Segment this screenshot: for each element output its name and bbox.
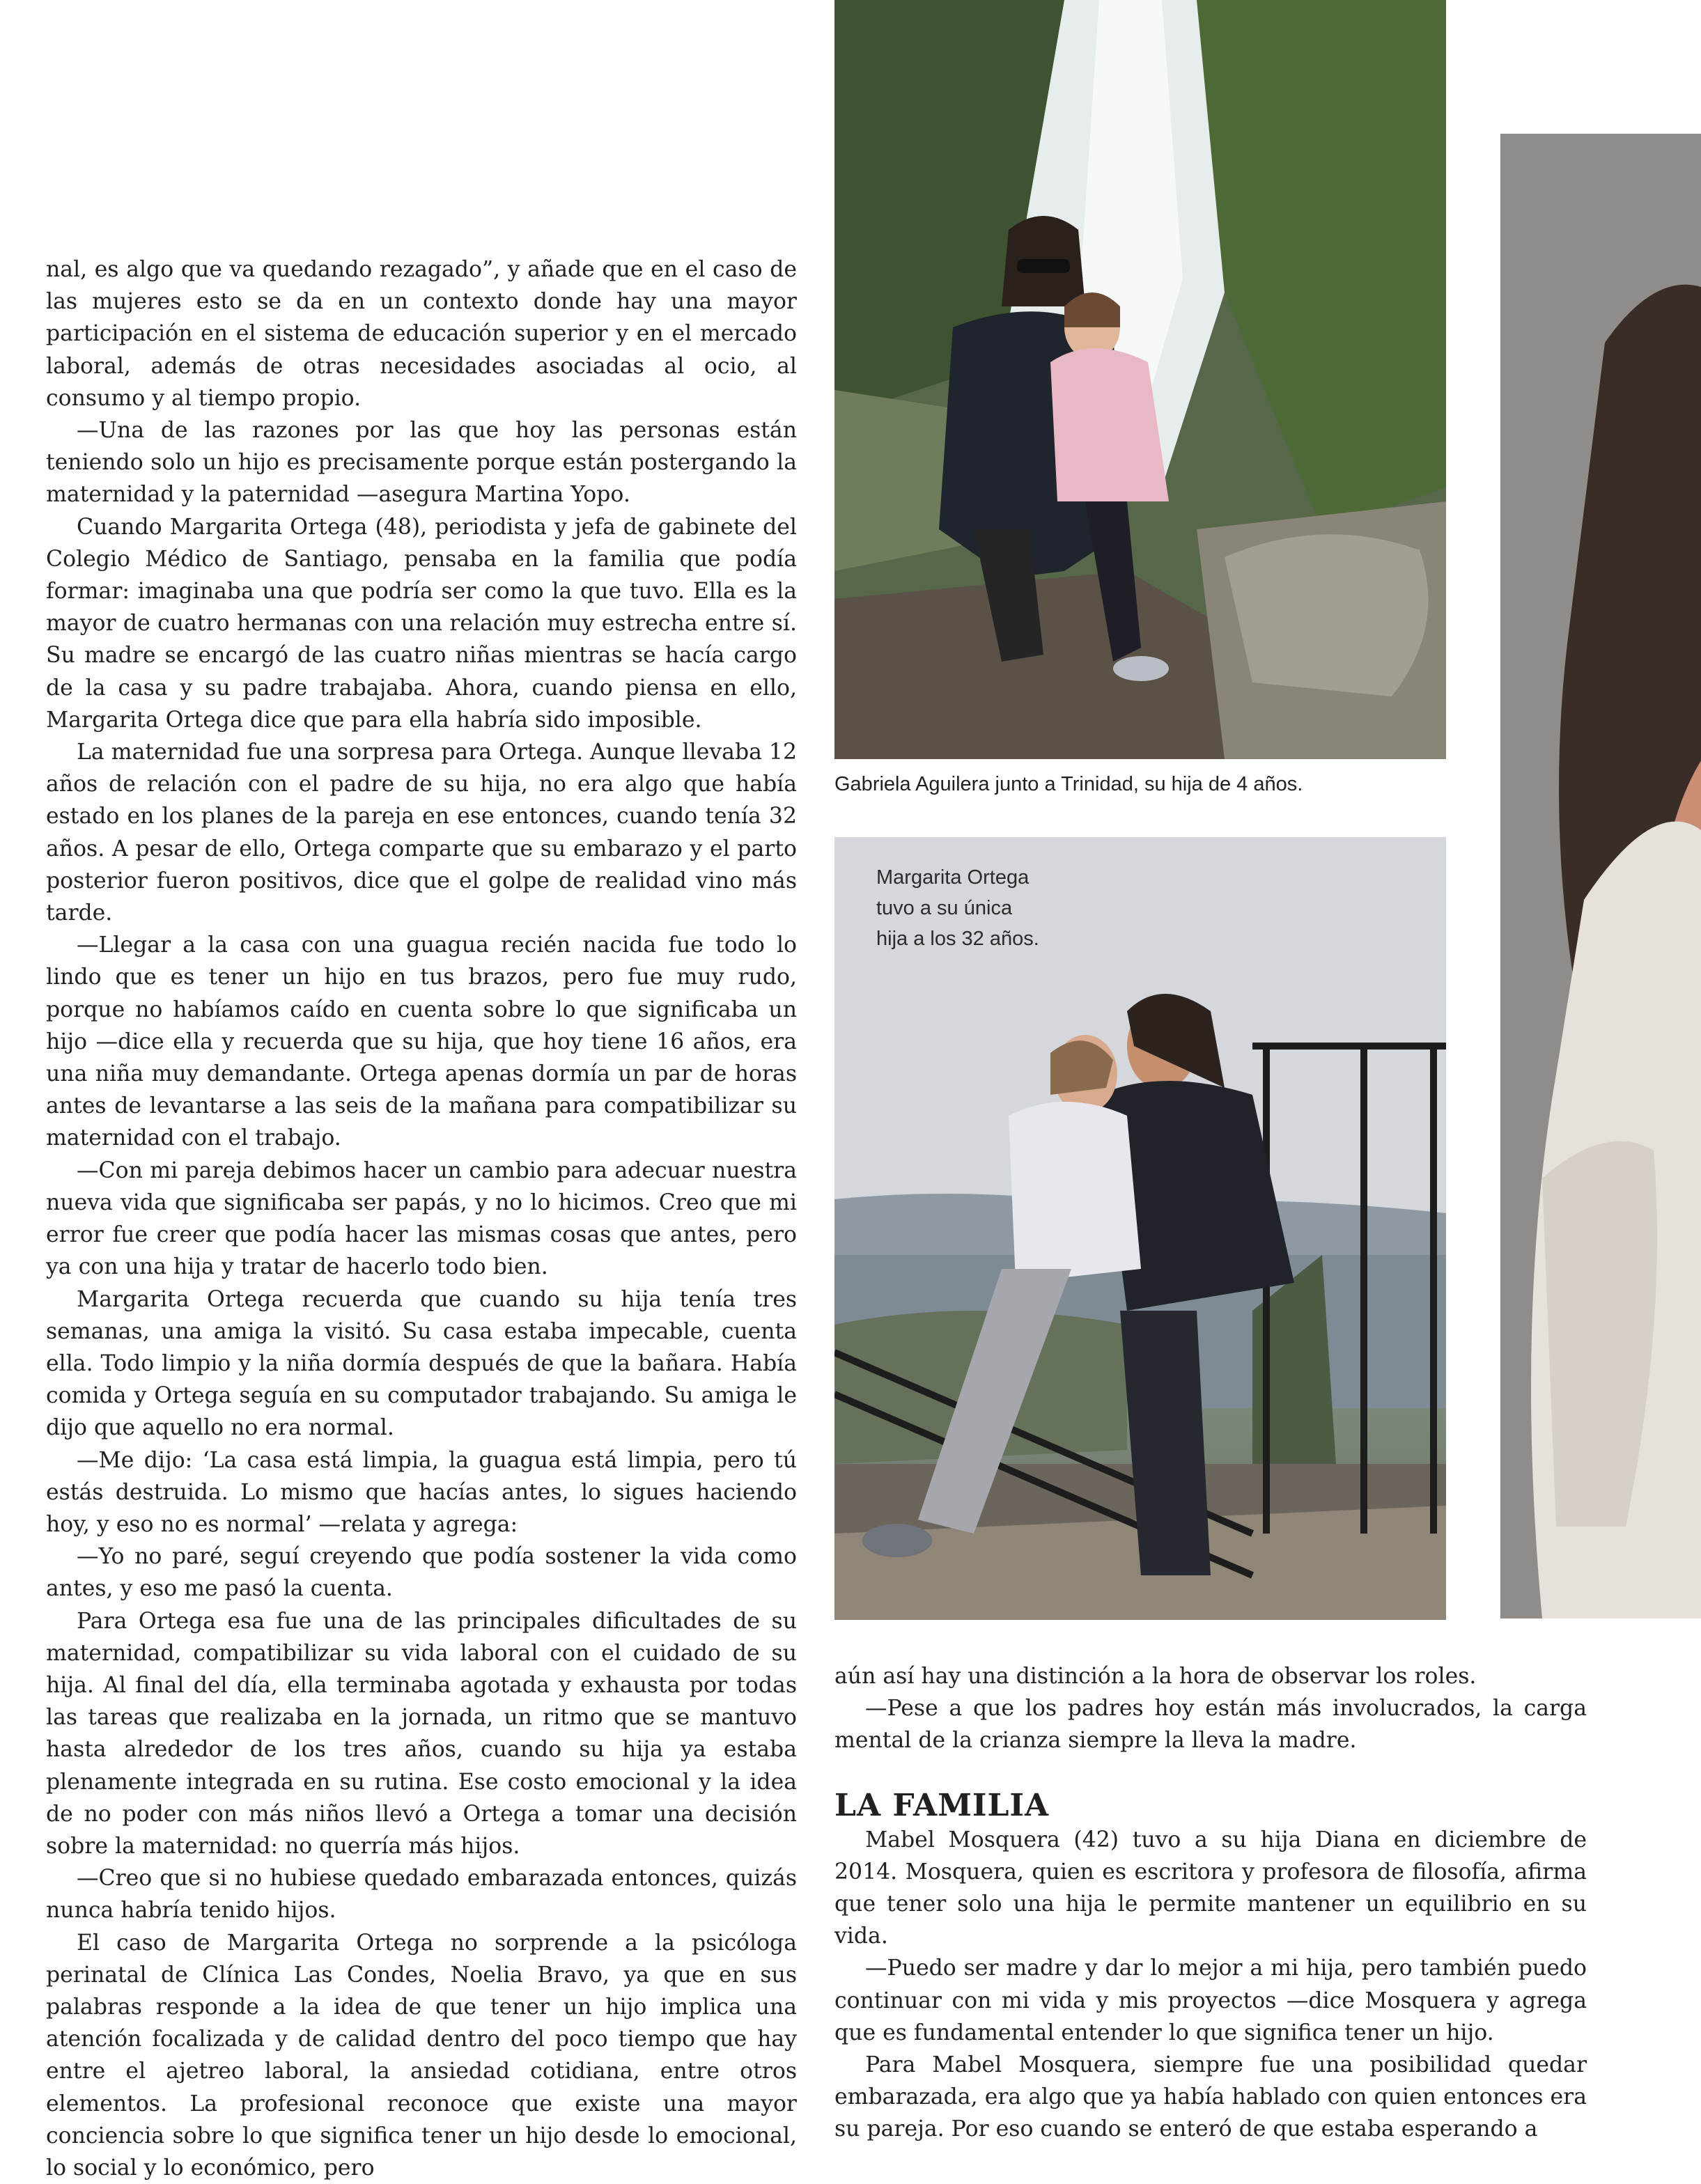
- article-paragraph: —Me dijo: ‘La casa está limpia, la guagua está limpia, pero tú estás destruida. Lo mismo que hacías antes, lo sigues haciendo hoy, y eso no es normal’ —relata y agrega:: [46, 1447, 797, 1537]
- portrait-illustration: [1500, 134, 1701, 1618]
- section-heading-la-familia: LA FAMILIA: [834, 1787, 1050, 1823]
- caption-balcony-photo: [876, 862, 1141, 954]
- article-paragraph: aún así hay una distinción a la hora de observar los roles.: [834, 1664, 1477, 1689]
- article-paragraph: El caso de Margarita Ortega no sorprende a la psicóloga perinatal de Clínica Las Condes, Noelia Bravo, ya que en sus palabras responde a la idea de que tener un hijo implica una atención focalizada y de calidad dentro del poco tiempo que hay entre el ajetreo laboral, la ansiedad cotidiana, entre otros elementos. La profesional reconoce que existe una mayor conciencia sobre lo que significa tener un hijo desde lo emocional, lo social y lo económico, pero: [46, 1930, 797, 2181]
- caption-balcony-line: tuvo a su única: [876, 897, 1013, 919]
- article-paragraph: La maternidad fue una sorpresa para Ortega. Aunque llevaba 12 años de relación con el padre de su hija, no era algo que había estado en los planes de la pareja en ese entonces, cuando tenía 32 años. A pesar de ello, Ortega comparte que su embarazo y el parto posterior fueron positivos, dice que el golpe de realidad vino más tarde.: [46, 740, 797, 926]
- article-paragraph: Para Mabel Mosquera, siempre fue una posibilidad quedar embarazada, era algo que ya había hablado con quien entonces era su pareja. Por eso cuando se enteró de que estaba esperando a: [834, 2052, 1587, 2142]
- article-paragraph: —Una de las razones por las que hoy las personas están teniendo solo un hijo es precisamente porque están postergando la maternidad y la paternidad —asegura Martina Yopo.: [46, 418, 797, 508]
- article-paragraph: nal, es algo que va quedando rezagado”, y añade que en el caso de las mujeres esto se da en un contexto donde hay una mayor participación en el sistema de educación superior y en el mercado laboral, además de otras necesidades asociadas al ocio, al consumo y al tiempo propio.: [46, 257, 797, 411]
- right-column-body: [834, 1824, 1587, 2146]
- caption-waterfall-photo: Gabriela Aguilera junto a Trinidad, su hija de 4 años.: [834, 773, 1303, 795]
- article-paragraph: Cuando Margarita Ortega (48), periodista y jefa de gabinete del Colegio Médico de Santiago, pensaba en la familia que podía formar: imaginaba una que podría ser como la que tuvo. Ella es la mayor de cuatro hermanas con una relación muy estrecha entre sí. Su madre se encargó de las cuatro niñas mientras se hacía cargo de la casa y su padre trabajaba. Ahora, cuando piensa en ello, Margarita Ortega dice que para ella habría sido imposible.: [46, 514, 797, 733]
- article-paragraph: —Yo no paré, seguí creyendo que podía sostener la vida como antes, y eso me pasó la cuenta.: [46, 1544, 797, 1602]
- caption-balcony-line: hija a los 32 años.: [876, 928, 1039, 950]
- article-paragraph: Margarita Ortega recuerda que cuando su hija tenía tres semanas, una amiga la visitó. Su casa estaba impecable, cuenta ella. Todo limpio y la niña dormía después de que la bañara. Había comida y Ortega seguía en su computador trabajando. Su amiga le dijo que aquello no era normal.: [46, 1286, 797, 1441]
- article-paragraph: Mabel Mosquera (42) tuvo a su hija Diana en diciembre de 2014. Mosquera, quien es escritora y profesora de filosofía, afirma que tener solo una hija le permite mantener un equilibrio en su vida.: [834, 1827, 1587, 1949]
- article-left-column: [46, 254, 797, 2184]
- caption-balcony-line: Margarita Ortega: [876, 866, 1030, 889]
- article-right-column: [834, 1660, 1587, 2146]
- article-paragraph: —Pese a que los padres hoy están más involucrados, la carga mental de la crianza siempre la lleva la madre.: [834, 1696, 1587, 1754]
- article-paragraph: Para Ortega esa fue una de las principales dificultades de su maternidad, compatibilizar su vida laboral con el cuidado de su hija. Al final del día, ella terminaba agotada y exhausta por todas las tareas que realizaba en la jornada, un ritmo que se mantuvo hasta alrededor de los tres años, cuando su hija ya estaba plenamente integrada en su rutina. Ese costo emocional y la idea de no poder con más niños llevó a Ortega a tomar una decisión sobre la maternidad: no querría más hijos.: [46, 1608, 797, 1859]
- waterfall-scene-illustration: [834, 0, 1446, 759]
- photo-mother-daughter-balcony: [834, 837, 1446, 1620]
- article-paragraph: —Creo que si no hubiese quedado embarazada entonces, quizás nunca habría tenido hijos.: [46, 1866, 797, 1924]
- article-paragraph: —Con mi pareja debimos hacer un cambio para adecuar nuestra nueva vida que significaba ser papás, y no lo hicimos. Creo que mi error fue creer que podía hacer las mismas cosas que antes, pero ya con una hija y tratar de hacerlo todo bien.: [46, 1157, 797, 1280]
- article-paragraph: —Llegar a la casa con una guagua recién nacida fue todo lo lindo que es tener un hijo en tus brazos, pero fue muy rudo, porque no habíamos caído en cuenta sobre lo que significaba un hijo —dice ella y recuerda que su hija, que hoy tiene 16 años, era una niña muy demandante. Ortega apenas dormía un par de horas antes de levantarse a las seis de la mañana para compatibilizar su maternidad con el trabajo.: [46, 933, 797, 1151]
- photo-mother-daughter-waterfall: [834, 0, 1446, 759]
- balcony-scene-illustration: [834, 837, 1446, 1620]
- right-column-intro: [834, 1660, 1587, 1757]
- photo-portrait-cropped: [1500, 134, 1701, 1618]
- article-paragraph: —Puedo ser madre y dar lo mejor a mi hija, pero también puedo continuar con mi vida y mis proyectos —dice Mosquera y agrega que es fundamental entender lo que significa tener un hijo.: [834, 1956, 1587, 2045]
